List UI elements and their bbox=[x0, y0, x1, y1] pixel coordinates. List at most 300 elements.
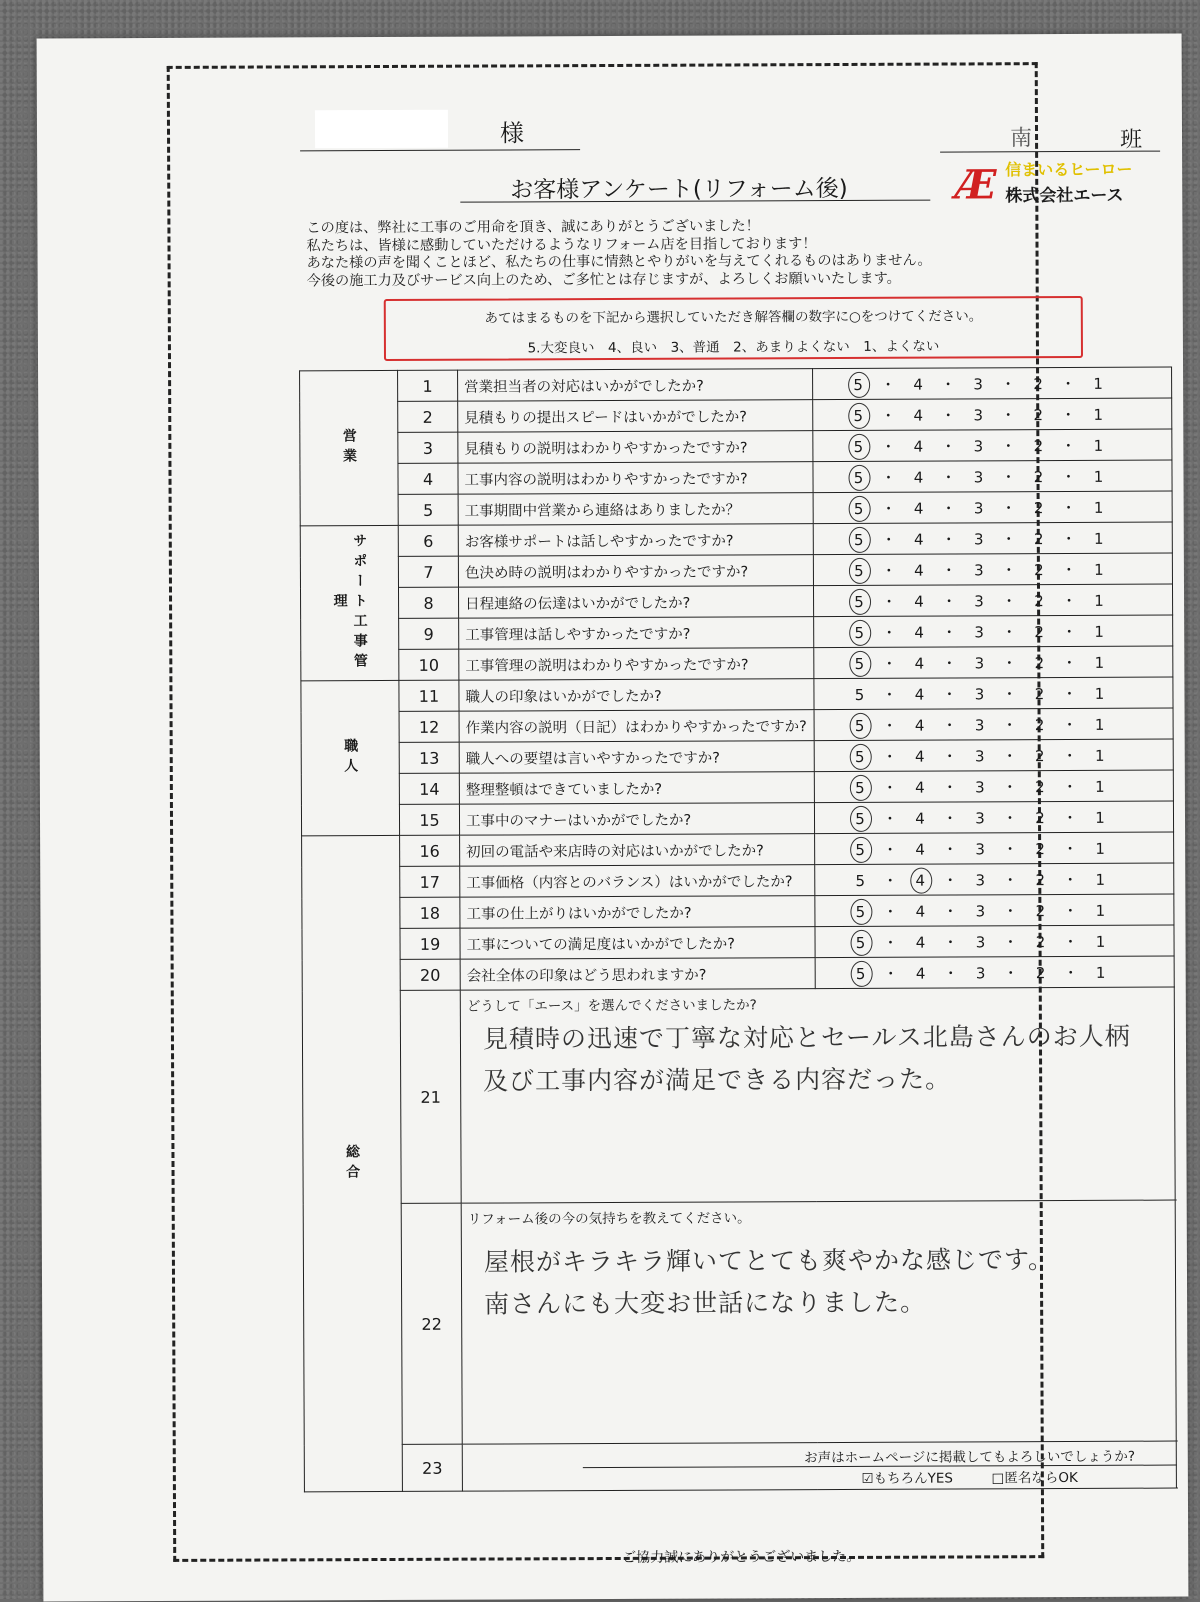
rating-separator: ・ bbox=[935, 714, 965, 735]
question-text: 色決め時の説明はわかりやすかったですか? bbox=[458, 555, 813, 588]
rating-separator: ・ bbox=[874, 652, 904, 673]
rating-separator: ・ bbox=[994, 621, 1024, 642]
rating-separator: ・ bbox=[994, 683, 1024, 704]
rating-scale bbox=[814, 646, 1173, 679]
rating-option[interactable]: 4 bbox=[906, 964, 936, 982]
question-text: 工事内容の説明はわかりやすかったですか? bbox=[458, 462, 813, 495]
rating-option[interactable]: 3 bbox=[963, 437, 993, 455]
rating-separator: ・ bbox=[993, 466, 1023, 487]
answer-line: 見積時の迅速で丁寧な対応とセールス北島さんのお人柄 bbox=[483, 1016, 1175, 1061]
consent-question: お声はホームページに掲載してもよろしいでしょうか? bbox=[463, 1444, 1177, 1467]
rating-scale bbox=[814, 770, 1173, 803]
rating-separator: ・ bbox=[935, 838, 965, 859]
customer-suffix: 様 bbox=[500, 113, 524, 148]
instruction-scale-legend: 5.大変良い 4、良い 3、普通 2、あまりよくない 1、よくない bbox=[386, 334, 1081, 357]
rating-option-selected[interactable]: 5 bbox=[844, 499, 874, 517]
rating-separator: ・ bbox=[935, 931, 965, 952]
rating-option[interactable]: 2 bbox=[1025, 902, 1055, 920]
question-text: 工事期間中営業から連絡はありましたか？ bbox=[458, 493, 813, 526]
question-row bbox=[300, 398, 1172, 433]
question-row-21 bbox=[302, 987, 1175, 1204]
rating-option[interactable]: 1 bbox=[1085, 746, 1115, 764]
rating-separator: ・ bbox=[935, 745, 965, 766]
consent-yes-checkbox[interactable]: ☑もちろんYES bbox=[861, 1470, 953, 1486]
question-text: 工事価格（内容とのバランス）はいかがでしたか? bbox=[460, 865, 815, 898]
question-row bbox=[300, 584, 1172, 619]
rating-option[interactable]: 3 bbox=[964, 530, 994, 548]
rating-separator: ・ bbox=[1055, 899, 1085, 920]
rating-scale bbox=[814, 708, 1173, 741]
answer-line: 屋根がキラキラ輝いてとても爽やかな感じです。 bbox=[484, 1239, 1176, 1284]
question-text: 職人の印象はいかがでしたか? bbox=[459, 679, 814, 712]
question-row bbox=[302, 956, 1174, 991]
instruction-box bbox=[384, 296, 1083, 361]
rating-option[interactable]: 5 bbox=[844, 685, 874, 703]
logo-mark-icon: Æ bbox=[955, 161, 997, 208]
rating-option[interactable]: 3 bbox=[964, 685, 994, 703]
question-text: 工事の仕上がりはいかがでしたか? bbox=[460, 896, 815, 929]
question-text: お客様サポートは話しやすかったですか? bbox=[458, 524, 813, 557]
rating-option[interactable]: 4 bbox=[904, 561, 934, 579]
rating-scale bbox=[815, 863, 1174, 896]
rating-option[interactable]: 3 bbox=[963, 406, 993, 424]
rating-separator: ・ bbox=[1055, 775, 1085, 796]
rating-option[interactable]: 1 bbox=[1084, 653, 1114, 671]
question-row bbox=[301, 615, 1173, 650]
rating-separator: ・ bbox=[934, 559, 964, 580]
rating-option[interactable]: 1 bbox=[1085, 777, 1115, 795]
rating-separator: ・ bbox=[935, 900, 965, 921]
question-row bbox=[300, 522, 1172, 557]
rating-separator: ・ bbox=[994, 497, 1024, 518]
rating-option[interactable]: 1 bbox=[1083, 405, 1113, 423]
rating-separator: ・ bbox=[1053, 434, 1083, 455]
question-row bbox=[302, 894, 1174, 929]
rating-separator: ・ bbox=[994, 559, 1024, 580]
question-number: 5 bbox=[398, 494, 458, 525]
rating-separator: ・ bbox=[1055, 744, 1085, 765]
rating-option[interactable]: 2 bbox=[1023, 437, 1053, 455]
rating-option-selected[interactable]: 5 bbox=[846, 933, 876, 951]
rating-separator: ・ bbox=[873, 404, 903, 425]
rating-separator: ・ bbox=[933, 435, 963, 456]
rating-option[interactable]: 3 bbox=[966, 933, 996, 951]
question-number: 10 bbox=[399, 649, 459, 680]
rating-scale bbox=[813, 491, 1172, 524]
rating-option[interactable]: 1 bbox=[1085, 715, 1115, 733]
rating-option[interactable]: 1 bbox=[1083, 467, 1113, 485]
rating-option[interactable]: 2 bbox=[1024, 623, 1054, 641]
rating-option[interactable]: 4 bbox=[904, 592, 934, 610]
rating-separator: ・ bbox=[995, 807, 1025, 828]
question-row bbox=[301, 739, 1173, 774]
intro-line: 私たちは、皆様に感動していただけるようなリフォーム店を目指しております！ bbox=[306, 235, 931, 255]
question-row bbox=[300, 367, 1172, 402]
rating-option[interactable]: 4 bbox=[905, 778, 935, 796]
rating-scale bbox=[814, 677, 1173, 710]
rating-separator: ・ bbox=[876, 962, 906, 983]
question-text: 整理整頓はできていましたか? bbox=[459, 772, 814, 805]
question-number: 14 bbox=[399, 773, 459, 804]
rating-separator: ・ bbox=[934, 590, 964, 611]
rating-option[interactable]: 4 bbox=[903, 406, 933, 424]
rating-option[interactable]: 4 bbox=[905, 840, 935, 858]
rating-separator: ・ bbox=[874, 528, 904, 549]
free-answer-cell bbox=[460, 987, 1175, 1203]
rating-separator: ・ bbox=[935, 869, 965, 890]
rating-option-selected[interactable]: 5 bbox=[844, 592, 874, 610]
rating-option[interactable]: 1 bbox=[1084, 591, 1114, 609]
category-label: 営業 bbox=[300, 370, 399, 525]
rating-option[interactable]: 5 bbox=[845, 871, 875, 889]
rating-separator: ・ bbox=[934, 652, 964, 673]
question-number: 19 bbox=[400, 928, 460, 959]
question-row-22 bbox=[303, 1200, 1176, 1445]
rating-option[interactable]: 4 bbox=[903, 468, 933, 486]
question-text: 見積もりの説明はわかりやすかったですか? bbox=[458, 431, 813, 464]
rating-separator: ・ bbox=[995, 838, 1025, 859]
rating-option-selected[interactable]: 5 bbox=[845, 902, 875, 920]
rating-option-selected[interactable]: 5 bbox=[846, 964, 876, 982]
logo-tagline: 信まいるヒーロー bbox=[1005, 157, 1132, 181]
rating-option[interactable]: 2 bbox=[1024, 654, 1054, 672]
company-name: 株式会社エース bbox=[1005, 181, 1123, 207]
question-row bbox=[301, 770, 1173, 805]
rating-separator: ・ bbox=[1055, 868, 1085, 889]
question-row bbox=[301, 646, 1173, 681]
rating-separator: ・ bbox=[874, 559, 904, 580]
answer-line: 及び工事内容が満足できる内容だった。 bbox=[483, 1058, 1175, 1103]
rating-separator: ・ bbox=[1053, 403, 1083, 424]
intro-line: 今後の施工力及びサービス向上のため、ご多忙とは存じますが、よろしくお願いいたします。 bbox=[307, 270, 932, 290]
rating-option[interactable]: 2 bbox=[1023, 468, 1053, 486]
question-row bbox=[301, 677, 1173, 712]
question-row bbox=[301, 801, 1173, 836]
rating-separator: ・ bbox=[994, 528, 1024, 549]
rating-scale bbox=[815, 956, 1174, 989]
rating-option[interactable]: 3 bbox=[965, 809, 995, 827]
rating-option-selected[interactable]: 5 bbox=[844, 623, 874, 641]
rating-separator: ・ bbox=[874, 683, 904, 704]
rating-separator: ・ bbox=[875, 931, 905, 952]
rating-separator: ・ bbox=[936, 962, 966, 983]
rating-option[interactable]: 1 bbox=[1085, 839, 1115, 857]
rating-option[interactable]: 3 bbox=[964, 654, 994, 672]
question-number: 4 bbox=[398, 463, 458, 494]
rating-option-selected[interactable]: 5 bbox=[844, 561, 874, 579]
rating-option[interactable]: 3 bbox=[966, 964, 996, 982]
rating-separator: ・ bbox=[875, 714, 905, 735]
question-number: 12 bbox=[399, 711, 459, 742]
question-text: 作業内容の説明（日記）はわかりやすかったですか? bbox=[459, 710, 814, 743]
rating-option[interactable]: 2 bbox=[1026, 933, 1056, 951]
rating-separator: ・ bbox=[995, 900, 1025, 921]
question-number: 18 bbox=[400, 897, 460, 928]
rating-separator: ・ bbox=[993, 373, 1023, 394]
rating-separator: ・ bbox=[1053, 372, 1083, 393]
question-row bbox=[300, 491, 1172, 526]
rating-option[interactable]: 4 bbox=[906, 933, 936, 951]
answer-line: 南さんにも大変お世話になりました。 bbox=[484, 1281, 1176, 1326]
team-name-handwritten: 南 bbox=[1010, 121, 1032, 152]
rating-scale bbox=[813, 429, 1172, 462]
rating-separator: ・ bbox=[1053, 465, 1083, 486]
rating-separator: ・ bbox=[993, 404, 1023, 425]
rating-option[interactable]: 2 bbox=[1023, 375, 1053, 393]
question-text: 会社全体の印象はどう思われますか? bbox=[460, 958, 815, 991]
rating-option[interactable]: 2 bbox=[1024, 499, 1054, 517]
rating-option[interactable]: 3 bbox=[963, 375, 993, 393]
rating-separator: ・ bbox=[875, 745, 905, 766]
question-text: 初回の電話や来店時の対応はいかがでしたか? bbox=[460, 834, 815, 867]
instruction-line-1: あてはまるものを下記から選択していただき解答欄の数字に○をつけてください。 bbox=[386, 304, 1081, 327]
rating-option[interactable]: 3 bbox=[964, 561, 994, 579]
question-row bbox=[300, 553, 1172, 588]
rating-option-selected[interactable]: 5 bbox=[845, 840, 875, 858]
rating-separator: ・ bbox=[934, 683, 964, 704]
rating-option[interactable]: 2 bbox=[1025, 840, 1055, 858]
rating-option[interactable]: 3 bbox=[965, 840, 995, 858]
customer-name-line bbox=[300, 149, 580, 151]
question-text: 工事についての満足度はいかがでしたか? bbox=[460, 927, 815, 960]
rating-option[interactable]: 2 bbox=[1024, 592, 1054, 610]
rating-separator: ・ bbox=[875, 838, 905, 859]
rating-option[interactable]: 2 bbox=[1024, 561, 1054, 579]
question-text: 職人への要望は言いやすかったですか? bbox=[459, 741, 814, 774]
rating-separator: ・ bbox=[1055, 806, 1085, 827]
question-label: どうして「エース」を選んでくださいましたか? bbox=[461, 988, 1175, 1019]
intro-line: この度は、弊社に工事のご用命を頂き、誠にありがとうございました！ bbox=[306, 218, 931, 238]
rating-option-selected[interactable]: 4 bbox=[905, 871, 935, 889]
rating-scale bbox=[813, 367, 1172, 400]
rating-option[interactable]: 4 bbox=[904, 499, 934, 517]
rating-scale bbox=[815, 925, 1174, 958]
rating-separator: ・ bbox=[875, 776, 905, 797]
rating-option[interactable]: 1 bbox=[1083, 374, 1113, 392]
question-number: 22 bbox=[401, 1203, 462, 1444]
rating-separator: ・ bbox=[1054, 651, 1084, 672]
question-number: 16 bbox=[400, 835, 460, 866]
rating-separator: ・ bbox=[935, 807, 965, 828]
rating-option[interactable]: 4 bbox=[904, 685, 934, 703]
rating-option-selected[interactable]: 5 bbox=[843, 468, 873, 486]
question-text: 日程連絡の伝達はいかがでしたか? bbox=[458, 586, 813, 619]
rating-separator: ・ bbox=[1054, 589, 1084, 610]
rating-option[interactable]: 2 bbox=[1025, 809, 1055, 827]
handwritten-answer[interactable] bbox=[462, 1239, 1176, 1326]
rating-separator: ・ bbox=[993, 435, 1023, 456]
rating-option[interactable]: 4 bbox=[904, 654, 934, 672]
thanks-footer: ご協力誠にありがとうございました。 bbox=[306, 1545, 1176, 1569]
rating-separator: ・ bbox=[875, 869, 905, 890]
rating-separator: ・ bbox=[875, 900, 905, 921]
category-label: 総合 bbox=[302, 835, 403, 1491]
rating-separator: ・ bbox=[995, 714, 1025, 735]
question-number: 11 bbox=[399, 680, 459, 711]
rating-separator: ・ bbox=[934, 497, 964, 518]
rating-option[interactable]: 4 bbox=[904, 623, 934, 641]
rating-option-selected[interactable]: 5 bbox=[843, 437, 873, 455]
rating-separator: ・ bbox=[873, 435, 903, 456]
rating-option[interactable]: 3 bbox=[964, 592, 994, 610]
rating-option[interactable]: 1 bbox=[1085, 808, 1115, 826]
survey-sheet bbox=[37, 34, 1189, 1602]
question-row bbox=[302, 832, 1174, 867]
question-number: 20 bbox=[400, 959, 460, 990]
rating-separator: ・ bbox=[995, 776, 1025, 797]
rating-separator: ・ bbox=[933, 404, 963, 425]
rating-option[interactable]: 1 bbox=[1083, 436, 1113, 454]
rating-option[interactable]: 4 bbox=[904, 530, 934, 548]
question-number: 2 bbox=[398, 401, 458, 432]
rating-separator: ・ bbox=[995, 931, 1025, 952]
rating-scale bbox=[813, 522, 1172, 555]
question-text: 工事中のマナーはいかがでしたか? bbox=[459, 803, 814, 836]
handwritten-answer[interactable] bbox=[461, 1016, 1175, 1103]
rating-option[interactable]: 4 bbox=[905, 809, 935, 827]
rating-option[interactable]: 3 bbox=[965, 747, 995, 765]
rating-option[interactable]: 1 bbox=[1084, 529, 1114, 547]
question-row bbox=[301, 708, 1173, 743]
question-number: 13 bbox=[399, 742, 459, 773]
question-number: 15 bbox=[399, 804, 459, 835]
question-text: 工事管理は話しやすかったですか? bbox=[459, 617, 814, 650]
survey-title: お客様アンケート(リフォーム後) bbox=[510, 170, 848, 204]
question-number: 8 bbox=[398, 587, 458, 618]
question-text: 営業担当者の対応はいかがでしたか? bbox=[458, 369, 813, 402]
rating-scale bbox=[815, 832, 1174, 865]
rating-separator: ・ bbox=[874, 621, 904, 642]
rating-option[interactable]: 1 bbox=[1084, 622, 1114, 640]
question-label: リフォーム後の今の気持ちを教えてください。 bbox=[462, 1201, 1176, 1232]
rating-separator: ・ bbox=[933, 373, 963, 394]
rating-option-selected[interactable]: 5 bbox=[843, 406, 873, 424]
rating-option[interactable]: 4 bbox=[905, 902, 935, 920]
rating-option[interactable]: 2 bbox=[1025, 871, 1055, 889]
rating-option[interactable]: 1 bbox=[1084, 498, 1114, 516]
question-number: 17 bbox=[400, 866, 460, 897]
rating-option[interactable]: 3 bbox=[965, 871, 995, 889]
rating-separator: ・ bbox=[933, 466, 963, 487]
question-number: 23 bbox=[402, 1444, 462, 1491]
question-text: 見積もりの提出スピードはいかがでしたか? bbox=[458, 400, 813, 433]
rating-scale bbox=[815, 894, 1174, 927]
rating-option[interactable]: 3 bbox=[964, 499, 994, 517]
rating-separator: ・ bbox=[1056, 961, 1086, 982]
rating-option-selected[interactable]: 5 bbox=[845, 716, 875, 734]
rating-option[interactable]: 1 bbox=[1085, 901, 1115, 919]
rating-scale bbox=[814, 739, 1173, 772]
category-label: 職人 bbox=[301, 680, 400, 835]
rating-scale bbox=[813, 398, 1172, 431]
free-answer-cell bbox=[461, 1200, 1176, 1444]
rating-option[interactable]: 4 bbox=[905, 716, 935, 734]
rating-separator: ・ bbox=[873, 373, 903, 394]
rating-option[interactable]: 3 bbox=[963, 468, 993, 486]
rating-separator: ・ bbox=[995, 869, 1025, 890]
question-row-23 bbox=[304, 1441, 1176, 1492]
rating-separator: ・ bbox=[995, 745, 1025, 766]
question-number: 6 bbox=[398, 525, 458, 556]
question-number: 7 bbox=[398, 556, 458, 587]
rating-separator: ・ bbox=[1054, 496, 1084, 517]
rating-separator: ・ bbox=[994, 652, 1024, 673]
rating-option-selected[interactable]: 5 bbox=[843, 375, 873, 393]
rating-separator: ・ bbox=[1054, 558, 1084, 579]
question-row bbox=[300, 460, 1172, 495]
intro-text bbox=[306, 218, 931, 291]
rating-separator: ・ bbox=[934, 621, 964, 642]
rating-option[interactable]: 1 bbox=[1085, 870, 1115, 888]
question-row bbox=[302, 863, 1174, 898]
rating-option-selected[interactable]: 5 bbox=[844, 530, 874, 548]
rating-separator: ・ bbox=[874, 497, 904, 518]
consent-cell bbox=[462, 1441, 1176, 1491]
rating-option[interactable]: 3 bbox=[964, 623, 994, 641]
rating-option-selected[interactable]: 5 bbox=[845, 778, 875, 796]
rating-separator: ・ bbox=[1055, 930, 1085, 951]
rating-separator: ・ bbox=[874, 590, 904, 611]
intro-line: あなた様の声を聞くことほど、私たちの仕事に情熱とやりがいを与えてくれるものはありません。 bbox=[307, 253, 932, 273]
rating-option[interactable]: 4 bbox=[903, 437, 933, 455]
dashed-frame bbox=[167, 62, 1045, 1562]
rating-option[interactable]: 2 bbox=[1025, 747, 1055, 765]
rating-option[interactable]: 2 bbox=[1024, 685, 1054, 703]
question-row bbox=[302, 925, 1174, 960]
team-suffix: 班 bbox=[1120, 123, 1142, 154]
question-number: 3 bbox=[398, 432, 458, 463]
rating-separator: ・ bbox=[1054, 527, 1084, 548]
question-table bbox=[299, 367, 1177, 1493]
rating-option[interactable]: 2 bbox=[1023, 406, 1053, 424]
question-number: 1 bbox=[398, 370, 458, 401]
rating-option-selected[interactable]: 5 bbox=[845, 809, 875, 827]
rating-scale bbox=[813, 584, 1172, 617]
rating-option[interactable]: 2 bbox=[1025, 778, 1055, 796]
rating-separator: ・ bbox=[934, 528, 964, 549]
rating-separator: ・ bbox=[873, 466, 903, 487]
company-logo bbox=[955, 157, 1165, 206]
rating-option[interactable]: 1 bbox=[1084, 684, 1114, 702]
rating-option[interactable]: 2 bbox=[1025, 716, 1055, 734]
customer-name-redaction bbox=[315, 110, 448, 149]
rating-separator: ・ bbox=[1054, 620, 1084, 641]
rating-separator: ・ bbox=[875, 807, 905, 828]
rating-option[interactable]: 3 bbox=[965, 778, 995, 796]
question-number: 9 bbox=[399, 618, 459, 649]
rating-option[interactable]: 1 bbox=[1086, 932, 1116, 950]
rating-option[interactable]: 1 bbox=[1084, 560, 1114, 578]
rating-scale bbox=[814, 615, 1173, 648]
rating-option[interactable]: 2 bbox=[1024, 530, 1054, 548]
rating-scale bbox=[814, 801, 1173, 834]
rating-separator: ・ bbox=[1055, 837, 1085, 858]
rating-option[interactable]: 4 bbox=[903, 375, 933, 393]
rating-option[interactable]: 1 bbox=[1086, 963, 1116, 981]
rating-option-selected[interactable]: 5 bbox=[845, 747, 875, 765]
question-row bbox=[300, 429, 1172, 464]
rating-scale bbox=[813, 553, 1172, 586]
rating-option[interactable]: 3 bbox=[965, 902, 995, 920]
rating-separator: ・ bbox=[994, 590, 1024, 611]
rating-option[interactable]: 2 bbox=[1026, 964, 1056, 982]
rating-option[interactable]: 3 bbox=[965, 716, 995, 734]
rating-option[interactable]: 4 bbox=[905, 747, 935, 765]
rating-option-selected[interactable]: 5 bbox=[844, 654, 874, 672]
rating-separator: ・ bbox=[935, 776, 965, 797]
rating-separator: ・ bbox=[1054, 682, 1084, 703]
consent-anonymous-checkbox[interactable]: □匿名ならOK bbox=[992, 1469, 1078, 1485]
